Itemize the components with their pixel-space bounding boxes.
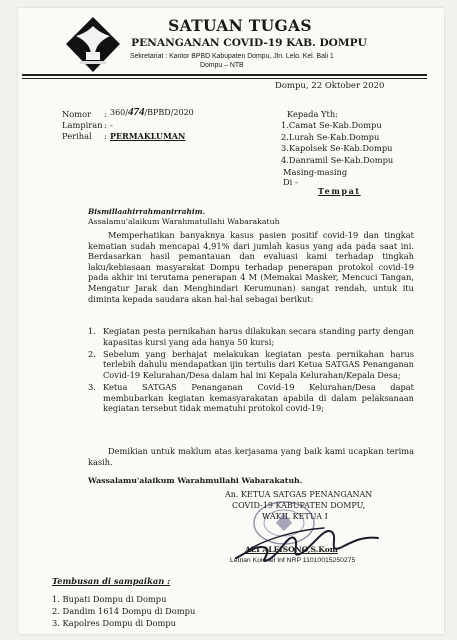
list-text: Sebelum yang berhajat melakukan kegiatan pesta pernikahan harus terlebih dahulu mendapatkan ijin tertulis dari Ketua SATGAS Penanganan Covid-19 Kelurahan/Desa dalam hal ini Kepala Kelurahan/Kepala Desa; — [103, 348, 414, 380]
signature-line-1: An. KETUA SATGAS PENANGANAN — [225, 490, 373, 499]
letterhead-rule — [22, 74, 427, 76]
nomor-label: Nomor — [62, 109, 92, 119]
lampiran-value: - — [110, 120, 113, 130]
tembusan-item: 1. Bupati Dompu di Dompu — [52, 594, 167, 604]
list-item — [88, 349, 414, 381]
nomor-prefix: 360/ — [110, 108, 128, 117]
recipient-heading: Kepada Yth: — [287, 109, 338, 119]
basmalah: Bismillaahirrahmanirrahim. — [88, 207, 206, 216]
tembusan-item: 3. Kapolres Dompu di Dompu — [52, 618, 177, 628]
nomor-separator: : — [104, 109, 107, 119]
lampiran-label: Lampiran — [62, 120, 103, 130]
closing-greeting: Wassalamu'alaikum Warahmullahi Wabarakatuh. — [88, 476, 303, 485]
recipient-item: 1.Camat Se-Kab.Dompu — [281, 120, 382, 130]
letterhead-city: Dompu – NTB — [200, 62, 244, 69]
recipient-di: Di - — [283, 177, 298, 187]
list-text: Ketua SATGAS Penanganan Covid-19 Kelurahan/Desa dapat membubarkan kegiatan kemasyarakatan apabila di dalam pelaksanaan kegiatan tersebut tidak mematuhi protokol covid-19; — [103, 381, 414, 414]
signature-line-3: WAKIL KETUA I — [262, 512, 328, 521]
perihal-label: Perihal — [62, 131, 92, 141]
nomor-handwritten: 474 — [127, 106, 145, 118]
list-item — [88, 382, 414, 414]
nomor-suffix: /BPBD/2020 — [144, 108, 194, 117]
request-list — [88, 326, 414, 415]
recipient-item: 4.Danramil Se-Kab.Dompu — [281, 154, 394, 165]
list-number: 2. — [88, 348, 96, 359]
lampiran-separator: : — [104, 120, 107, 130]
list-item — [88, 326, 414, 347]
closing-paragraph: Demikian untuk maklum atas kerjasama yang baik kami ucapkan terima kasih. — [88, 446, 414, 467]
tembusan-title: Tembusan di sampaikan : — [52, 576, 171, 586]
recipient-tempat: Tempat — [318, 186, 361, 196]
tembusan-item: 2. Dandim 1614 Dompu di Dompu — [52, 606, 196, 616]
letterhead-title: SATUAN TUGAS — [168, 16, 312, 35]
list-number: 1. — [88, 326, 96, 336]
recipient-item: 2.Lurah Se-Kab.Dompu — [281, 131, 380, 142]
letterhead-subtitle: PENANGANAN COVID-19 KAB. DOMPU — [131, 37, 367, 49]
perihal-value: PERMAKLUMAN — [110, 131, 186, 141]
recipient-item: 3.Kapolsek Se-Kab.Dompu — [281, 143, 393, 153]
signatory-name: ALI ALFISONO,S.Kom — [245, 545, 338, 554]
opening-greeting: Assalamu'alaikum Warahmatullahi Wabarakatuh — [88, 217, 280, 226]
nomor-value — [110, 106, 194, 118]
intro-paragraph: Memperhatikan banyaknya kasus pasien positif covid-19 dan tingkat kematian sudah mencapai 4,91% dari jumlah kasus yang ada pada saat ini. Berdasarkan hasil pemantauan dan evaluasi kami terhadap tingkah laku/kebiasaan masyarakat Dompu terhadap penerapan protokol covid-19 pada akhir ini terutama penerapan 4 M (Memakai Masker, Mencuci Tangan, Mengatur Jarak dan Menghindari Kerumunan) sangat rendah, untuk itu diminta kepada saudara akan hal-hal sebagai berikut: — [88, 230, 414, 304]
list-number: 3. — [88, 381, 96, 392]
perihal-separator: : — [104, 131, 107, 141]
letter-date: Dompu, 22 Oktober 2020 — [275, 81, 385, 91]
signature-line-2: COVID-19 KABUPATEN DOMPU, — [232, 501, 366, 510]
letterhead-address: Sekretariat : Kantor BPBD Kabupaten Dompu, Jln. Lelo. Kel. Bali 1 — [130, 53, 334, 60]
recipient-masing: Masing-masing — [283, 167, 348, 177]
list-text: Kegiatan pesta pernikahan harus dilakukan secara standing party dengan kapasitas kursi yang ada hanya 50 kursi; — [103, 326, 414, 347]
signatory-rank-nrp: Letnan Kolonel Inf NRP 11010015250275 — [230, 557, 356, 564]
letterhead-rule-thin — [22, 78, 427, 79]
